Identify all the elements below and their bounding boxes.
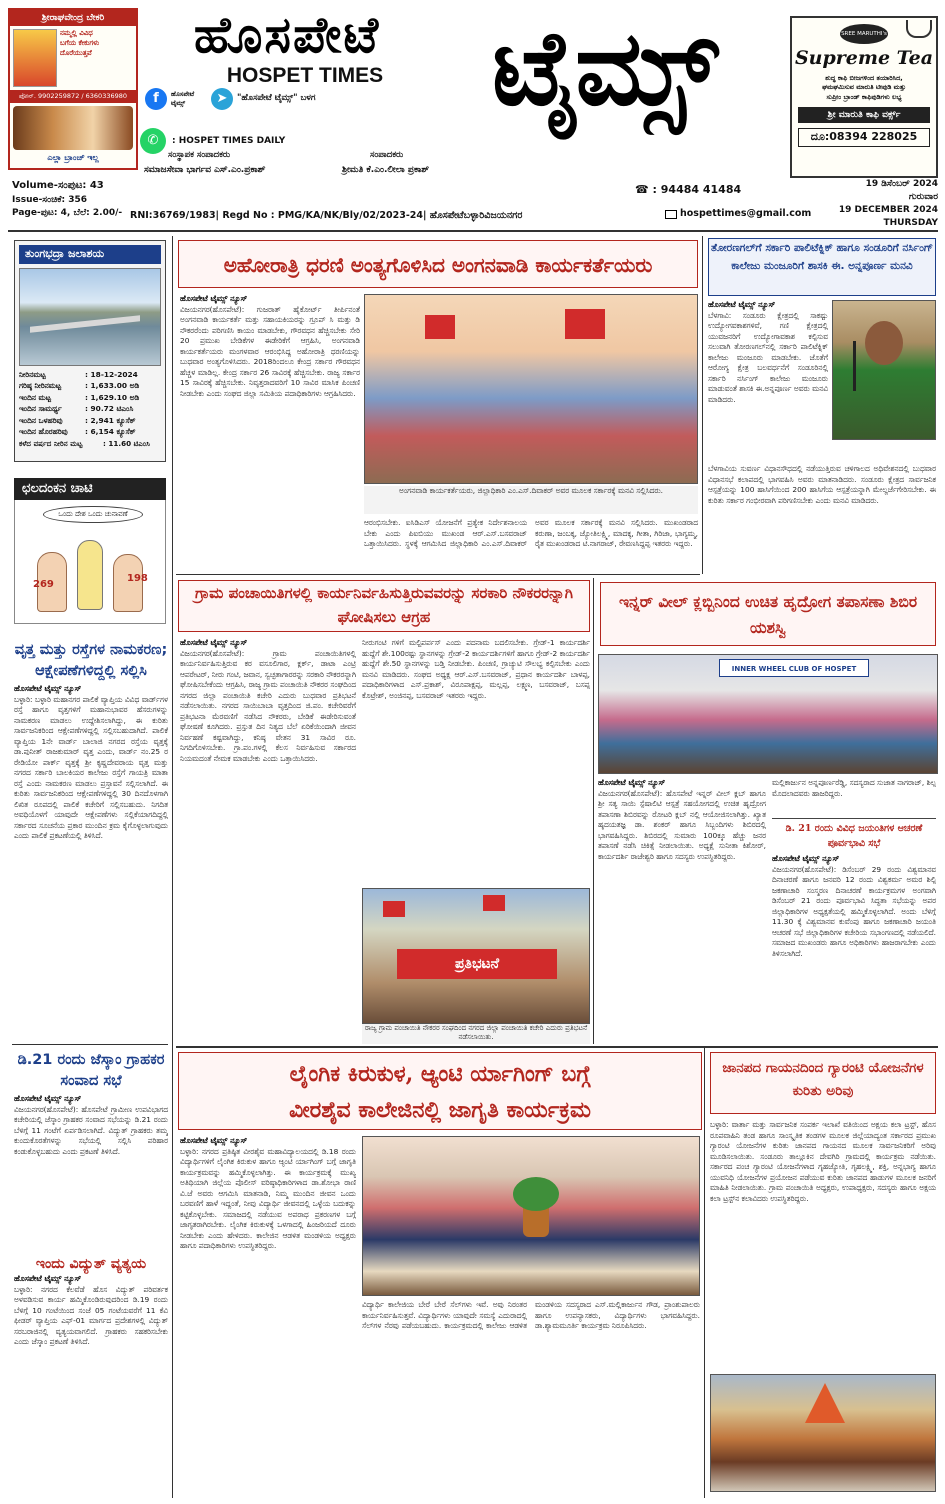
dam-value-5: : 6,154 ಕ್ಯೂಸೆಕ್ — [85, 427, 136, 437]
dam-label-4: ಇಂದಿನ ಒಳಹರಿವು — [19, 415, 63, 425]
dam-value-4: : 2,941 ಕ್ಯೂಸೆಕ್ — [85, 415, 136, 425]
plant-pot-icon — [523, 1207, 549, 1237]
masthead-title-big: ಟೈಮ್ಸ್ — [492, 6, 718, 129]
dam-label-2: ಇಂದಿನ ಮಟ್ಟ — [19, 392, 51, 402]
innerwheel-body-side: ಮಲ್ಲಿಕಾರ್ಜುನ ಅನ್ನಪೂರ್ಣರೆಡ್ಡಿ, ಸದಸ್ಯರಾದ ಸುಜಾತ ನಾಗರಾಜ್, ಶಿಲ್ಪ ಮೊದಲಾದವರು ಹಾಜರಿದ್ದರು. — [772, 778, 936, 798]
ad-tea-shop: ಶ್ರೀ ಮಾರುತಿ ಕಾಫಿ ವರ್ಕ್ಸ್ — [798, 107, 930, 123]
row-divider-1 — [176, 574, 700, 575]
mla-photo — [832, 300, 936, 440]
ad-tea — [790, 16, 938, 178]
dam-label-0: ನೀರಿನಮಟ್ಟ — [19, 369, 46, 379]
telegram-icon[interactable]: ➤ — [211, 88, 233, 110]
masthead-title-kn: ಹೊಸಪೇಟೆ — [193, 5, 381, 64]
cake-image — [13, 106, 133, 150]
power-body: ಬಳ್ಳಾರಿ: ನಗರದ ಕೆಲವೆಡೆ ಹೊಸ ವಿದ್ಯುತ್ ಪರಿವರ್ತಕ ಅಳವಡಿಸುವ ಕಾರ್ಯ ಹಮ್ಮಿಕೊಂಡಿರುವುದರಿಂದ ಡಿ.19 ರಂದು ಬೆಳಿಗ್ಗೆ 10 ಗಂಟೆಯಿಂದ ಸಂಜೆ 05 ಗಂಟೆಯವರೆಗೆ 11 ಕೆವಿ ಫೀಡರ್ ವ್ಯಾಪ್ತಿಯ ಎಫ್-01 ಮಾರ್ಗದ ಪ್ರದೇಶಗಳಲ್ಲಿ ವಿದ್ಯುತ್ ಸರಬರಾಜಿನಲ್ಲಿ ವ್ಯತ್ಯಯವಾಗಲಿದೆ. ಗ್ರಾಹಕರು ಸಹಕರಿಸಬೇಕು ಎಂದು ಜೆಸ್ಕಾಂ ಪ್ರಕಟಣೆ ತಿಳಿಸಿದೆ. — [14, 1284, 168, 1347]
innerwheel-headline: ಇನ್ನರ್ ವೀಲ್ ಕ್ಲಬ್ಬಿನಿಂದ ಉಚಿತ ಹೃದ್ರೋಗ ತಪಾಸಣಾ ಶಿಬಿರ ಯಶಸ್ವಿ — [600, 582, 936, 646]
left-col-divider — [12, 1044, 168, 1045]
editor-role-1: ಸಂಸ್ಥಾಪಕ ಸಂಪಾದಕರು — [168, 150, 231, 160]
protest-caption: ರಾಜ್ಯ ಗ್ರಾಮ ಪಂಚಾಯಿತಿ ನೌಕರರ ಸಂಘದಿಂದ ನಗರದ ಜಿಲ್ಲಾ ಪಂಚಾಯಿತಿ ಕಚೇರಿ ಎದುರು ಪ್ರತಿಭಟನೆ ನಡೆಸಲಾಯಿತು. — [362, 1024, 590, 1044]
jayanti-byline: ಹೊಸಪೇಟೆ ಟೈಮ್ಸ್ ನ್ಯೂಸ್ — [772, 854, 840, 863]
ad-tea-brand: Supreme Tea — [794, 47, 934, 69]
tea-cup-icon — [906, 20, 932, 38]
polytech-byline: ಹೊಸಪೇಟೆ ಟೈಮ್ಸ್ ನ್ಯೂಸ್ — [708, 300, 776, 309]
dam-label-1: ಗರಿಷ್ಠ ನೀರಿನಮಟ್ಟ — [19, 381, 62, 391]
date-kn: 19 ಡಿಸೆಂಬರ್ 2024 — [865, 179, 938, 189]
janapada-photo — [710, 1374, 936, 1492]
innerwheel-byline: ಹೊಸಪೇಟೆ ಟೈಮ್ಸ್ ನ್ಯೂಸ್ — [598, 778, 666, 787]
registration: RNI:36769/1983| Regd No : PMG/KA/NK/Bly/02/2023-24| ಹೊಸಪೇಟೆಬಳ್ಳಾರಿವಿಜಯನಗರ — [130, 210, 523, 221]
day-en: THURSDAY — [883, 218, 938, 229]
pages: Page-ಪುಟ: 4, ಬೆಲೆ: 2.00/- — [12, 208, 123, 219]
gram-body-2: ನೀರುಗಂಟಿ ಗಳಿಗೆ ಮಲ್ಟಿಪರ್ಪಸ್ ಎಂದು ಪದನಾಮ ಬದಲಿಸಬೇಕು. ಗ್ರೇಡ್-1 ಕಾರ್ಯದರ್ಶಿ ಹುದ್ದೆಗೆ ಶೇ.100ರಷ್ಟು ಸ್ಥಾನಗಳನ್ನು ಗ್ರೇಡ್-2 ಕಾರ್ಯದರ್ಶಿಗಳಿಗೆ ಹಾಗೂ ಗ್ರೇಡ್-2 ಕಾರ್ಯದರ್ಶಿ ಹುದ್ದೆಗೆ ಶೇ.50 ಸ್ಥಾನಗಳನ್ನು ಬಡ್ತಿ ನೀಡಬೇಕು. ಪಿಂಚಣಿ, ಗ್ರಾಚ್ಯುಟಿ ಸೌಲಭ್ಯ ಕಲ್ಪಿಸಬೇಕು ಎಂದು ಮನವಿ ಮಾಡಿದರು. ಸಂಘದ ಅಧ್ಯಕ್ಷ ಆರ್.ಎಸ್.ಬಸವರಾಜ್, ಪ್ರಧಾನ ಕಾರ್ಯದರ್ಶಿ ಬಾಳಪ್ಪ, ಪದಾಧಿಕಾರಿಗಳಾದ ಎಸ್.ಪ್ರಕಾಶ್, ವಿರೂಪಾಕ್ಷಪ್ಪ, ಮಲ್ಲಪ್ಪ, ಲಕ್ಷ್ಮಣ, ಬಸವರಾಜ್, ಬಸಪ್ಪ ಕೊಟ್ರೇಶ್, ಅಂಜಿನಪ್ಪ, ಬಸವರಾಜ್ ಇತರರು ಇದ್ದರು. — [362, 638, 590, 700]
volume: Volume-ಸಂಪುಟ: 43 — [12, 180, 104, 191]
dam-value-3: : 90.72 ಟಿಎಂಸಿ — [85, 404, 134, 414]
ragging-body-1: ಬಳ್ಳಾರಿ: ನಗರದ ಪ್ರತಿಷ್ಠಿತ ವೀರಶೈವ ಮಹಾವಿದ್ಯಾಲಯದಲ್ಲಿ ಡಿ.18 ರಂದು ವಿದ್ಯಾರ್ಥಿಗಳಿಗೆ ಲೈಂಗಿಕ ಕಿರುಕುಳ ಹಾಗೂ ಆ್ಯಂಟಿ ರ್ಯಾಗಿಂಗ್ ಬಗ್ಗೆ ಜಾಗೃತಿ ಕಾರ್ಯಕ್ರಮವನ್ನು ಹಮ್ಮಿಕೊಳ್ಳಲಾಗಿತ್ತು. ಈ ಕಾರ್ಯಕ್ರಮಕ್ಕೆ ಮುಖ್ಯ ಅತಿಥಿಯಾಗಿ ಜಿಲ್ಲೆಯ ಪೊಲೀಸ್ ವರಿಷ್ಠಾಧಿಕಾರಿಗಳಾದ ಡಾ.ಶೋಭಾ ರಾಣಿ ವಿ.ಜೆ ಅವರು ಆಗಮಿಸಿ ಮಾತನಾಡಿ, ನಿಮ್ಮ ಮುಂದಿನ ಜೀವನ ಒಂದು ಬರವಣಿಗೆ ಹಾಳೆ ಇದ್ದಂತೆ, ನೀವು ವಿದ್ಯಾರ್ಥಿ ಜೀವನದಲ್ಲಿ ಒಳ್ಳೆಯ ಬದುಕನ್ನು ಕಟ್ಟಿಕೊಳ್ಳಬೇಕು. ಸಮಾಜದಲ್ಲಿ ನಡೆಯುವ ಅಪರಾಧ ಪ್ರಕರಣಗಳ ಬಗ್ಗೆ ಜಾಗೃತರಾಗಿರಬೇಕು. ಲೈಂಗಿಕ ಕಿರುಕುಳಕ್ಕೆ ಒಳಗಾದಲ್ಲಿ ಹಿಂಜರಿಯದೆ ದೂರು ನೀಡಬೇಕು ಎಂದು ಹೇಳಿದರು. ಕಾಲೇಜಿನ ಆಡಳಿತ ಮಂಡಳಿಯ ಅಧ್ಯಕ್ಷರು ಹಾಗೂ ಪದಾಧಿಕಾರಿಗಳು ಉಪಸ್ಥಿತರಿದ್ದರು. — [180, 1146, 356, 1251]
dam-value-1: : 1,633.00 ಅಡಿ — [85, 381, 140, 391]
temple-icon — [805, 1383, 845, 1423]
anganwadi-byline: ಹೊಸಪೇಟೆ ಟೈಮ್ಸ್ ನ್ಯೂಸ್ — [180, 294, 248, 303]
jayanti-headline: ಡಿ. 21 ರಂದು ವಿವಿಧ ಜಯಂತಿಗಳ ಆಚರಣೆ ಪೂರ್ವಭಾವಿ ಸಭೆ — [772, 818, 936, 852]
social-tg-label: "ಹೊಸಪೇಟೆ ಟೈಮ್ಸ್" ಬಳಗ — [237, 93, 316, 104]
ad-tea-line1: ಶುದ್ಧ ಕಾಫಿ ಬೀಜಗಳಿಂದ ತಯಾರಿಸಿದ, — [825, 73, 903, 82]
jayanti-body: ವಿಜಯನಗರ(ಹೊಸಪೇಟೆ): ಡಿಸೆಂಬರ್ 29 ರಂದು ವಿಶ್ವಮಾನವ ದಿನಾಚರಣೆ ಹಾಗೂ ಜನವರಿ 12 ರಂದು ವಿಶ್ವಕರ್ಮ ಅಮರ ಶಿಲ್ಪಿ ಜಕಣಾಚಾರಿ ಸಂಸ್ಮರಣ ದಿನಾಚರಣೆ ಕಾರ್ಯಕ್ರಮಗಳ ಅಂಗವಾಗಿ ಡಿಸೆಂಬರ್ 21 ರಂದು ಪೂರ್ವಭಾವಿ ಸಿದ್ಧತಾ ಸಭೆಯನ್ನು ಅಪರ ಜಿಲ್ಲಾಧಿಕಾರಿಗಳ ಅಧ್ಯಕ್ಷತೆಯಲ್ಲಿ ಹಮ್ಮಿಕೊಳ್ಳಲಾಗಿದೆ. ಅಂದು ಬೆಳಿಗ್ಗೆ 11.30 ಕ್ಕೆ ವಿಶ್ವಮಾನವ ಕುವೆಂಪು ಹಾಗೂ ಜಕಣಾಚಾರಿ ಜಯಂತಿ ಆಚರಣೆ ಸಭೆ ಜಿಲ್ಲಾಧಿಕಾರಿಗಳ ಕಚೇರಿಯ ಸಭಾಂಗಣದಲ್ಲಿ ನಡೆಯಲಿದೆ. ಸಮಾಜದ ಮುಖಂಡರು ಹಾಗೂ ಅಧಿಕಾರಿಗಳು ಹಾಜರಾಗಬೇಕು ಎಂದು ತಿಳಿಸಲಾಗಿದೆ. — [772, 864, 936, 958]
day-kn: ಗುರುವಾರ — [908, 192, 938, 203]
ad-bakery-line2: ನಮ್ಮಲ್ಲಿ ವಿವಿಧ — [60, 29, 93, 38]
ragging-headline-2: ವೀರಶೈವ ಕಾಲೇಜಿನಲ್ಲಿ ಜಾಗೃತಿ ಕಾರ್ಯಕ್ರಮ — [289, 1097, 591, 1123]
dam-value-0: : 18-12-2024 — [85, 369, 138, 379]
editor-name-2: ಶ್ರೀಮತಿ ಕೆ.ಎಂ.ಲೀಲಾ ಪ್ರಕಾಶ್ — [342, 165, 430, 175]
anganwadi-caption: ಅಂಗನವಾಡಿ ಕಾರ್ಯಕರ್ತೆಯರು, ಜಿಲ್ಲಾಧಿಕಾರಿ ಎಂ.ಎಸ್.ದಿವಾಕರ್ ಅವರ ಮೂಲಕ ಸರ್ಕಾರಕ್ಕೆ ಮನವಿ ಸಲ್ಲಿಸಿದರು. — [364, 486, 698, 514]
whatsapp-icon[interactable]: ✆ — [140, 128, 166, 154]
janapada-body: ಬಳ್ಳಾರಿ: ವಾರ್ತಾ ಮತ್ತು ಸಾರ್ವಜನಿಕ ಸಂಪರ್ಕ ಇಲಾಖೆ ವತಿಯಿಂದ ಅಕ್ಷಯ ಕಲಾ ಟ್ರಸ್ಟ್, ಹೊಸ ರೂಪವಾಹಿನಿ ತಂಡ ಹಾಗೂ ಸಾಂಸ್ಕೃತಿಕ ತಂಡಗಳ ಮೂಲಕ ಜಿಲ್ಲೆಯಾದ್ಯಂತ ಸರ್ಕಾರದ ಪ್ರಮುಖ ಗ್ಯಾರಂಟಿ ಯೋಜನೆಗಳ ಕುರಿತು ಜಾನಪದ ಗಾಯನದ ಮೂಲಕ ಸಾರ್ವಜನಿಕರಿಗೆ ಅರಿವು ಮೂಡಿಸಲಾಯಿತು. ಸಂಡೂರು ತಾಲ್ಲೂಕಿನ ದೇವಗಿರಿ ಗ್ರಾಮದಲ್ಲಿ ಕಾರ್ಯಕ್ರಮ ನಡೆಯಿತು. ಸರ್ಕಾರದ ಪಂಚ ಗ್ಯಾರಂಟಿ ಯೋಜನೆಗಳಾದ ಗೃಹಜ್ಯೋತಿ, ಗೃಹಲಕ್ಷ್ಮಿ, ಶಕ್ತಿ, ಅನ್ನಭಾಗ್ಯ ಹಾಗೂ ಯುವನಿಧಿ ಯೋಜನೆಗಳ ಪ್ರಯೋಜನ ಪಡೆಯುವ ಕುರಿತು ಜಾನಪದ ಹಾಡುಗಳ ಮೂಲಕ ಜನರಿಗೆ ಮಾಹಿತಿ ನೀಡಲಾಯಿತು. ಗ್ರಾಮ ಪಂಚಾಯಿತಿ ಅಧ್ಯಕ್ಷರು, ಉಪಾಧ್ಯಕ್ಷರು, ಸದಸ್ಯರು ಹಾಗೂ ಅಕ್ಷಯ ಕಲಾ ಟ್ರಸ್ಟ್‌ನ ಕಲಾವಿದರು ಉಪಸ್ಥಿತರಿದ್ದರು. — [710, 1120, 936, 1203]
mail-icon — [665, 210, 677, 219]
anganwadi-photo — [364, 294, 698, 484]
innerwheel-banner: INNER WHEEL CLUB OF HOSPET — [719, 659, 869, 677]
ragging-body-2: ವಿದ್ಯಾರ್ಥಿ ಕಾಲೇಜಿಯ ಬೇರೆ ಬೇರೆ ಸೆಲ್‌ಗಳು ಇವೆ. ಅವು ನಿರಂತರ ಕಾರ್ಯನಿರ್ವಹಿಸುತ್ತವೆ. ವಿದ್ಯಾರ್ಥಿಗಳು ಯಾವುದೇ ಸಮಸ್ಯೆ ಎದುರಾದಲ್ಲಿ ಸೆಲ್‌ಗಳ ನೆರವು ಪಡೆಯಬಹುದು. ಕಾರ್ಯಕ್ರಮದಲ್ಲಿ ಕಾಲೇಜು ಆಡಳಿತ ಮಂಡಳಿಯ ಸದಸ್ಯರಾದ ಎಸ್.ಮಲ್ಲಿಕಾರ್ಜುನ ಗೌಡ, ಪ್ರಾಂಶುಪಾಲರು ಹಾಗೂ ಉಪನ್ಯಾಸಕರು, ವಿದ್ಯಾರ್ಥಿಗಳು ಭಾಗವಹಿಸಿದ್ದರು. ಡಾ.ಶ್ಯಾಮಮೂರ್ತಿ ಕಾರ್ಯಕ್ರಮ ನಿರೂಪಿಸಿದರು. — [362, 1300, 700, 1331]
ragging-byline: ಹೊಸಪೇಟೆ ಟೈಮ್ಸ್ ನ್ಯೂಸ್ — [180, 1136, 248, 1145]
ad-bakery-footer: ಎಲ್ಲಾ ಬ್ರಾಂಚ್ ಇಲ್ಲ — [47, 152, 99, 162]
col-divider-1 — [172, 236, 173, 1498]
ad-tea-line2: ಘಮಘಮಿಸುವ ಮಾರುತಿ ಟೀಪುಡಿ ಮತ್ತು — [822, 83, 906, 92]
ragging-headline-1: ಲೈಂಗಿಕ ಕಿರುಕುಳ, ಆ್ಯಂಟಿ ರ್ಯಾಗಿಂಗ್ ಬಗ್ಗೆ — [289, 1061, 591, 1087]
col-divider-3 — [702, 236, 703, 574]
flag-icon — [383, 901, 405, 917]
dam-label-5: ಇಂದಿನ ಹೊರಹರಿವು — [19, 427, 68, 437]
row-divider-2 — [176, 1046, 938, 1048]
masthead-title-en: HOSPET TIMES — [226, 64, 384, 87]
protest-photo — [362, 888, 590, 1024]
dam-label-3: ಇಂದಿನ ಸಾಮರ್ಥ್ಯ — [19, 404, 62, 414]
protest-banner: ಪ್ರತಿಭಟನೆ — [397, 949, 557, 979]
col-divider-2 — [593, 578, 594, 1044]
janapada-headline: ಜಾನಪದ ಗಾಯನದಿಂದ ಗ್ಯಾರಂಟಿ ಯೋಜನೆಗಳ ಕುರಿತು ಅರಿವು — [710, 1052, 936, 1114]
cartoon-bubble: ಒಂದು ದೇಶ ಒಂದು ಚುನಾವಣೆ — [43, 506, 143, 523]
ad-bakery-phone: ಪೋನ್. 9902259872 / 6360336980 — [10, 90, 136, 103]
gram-body-1: ವಿಜಯನಗರ(ಹೊಸಪೇಟೆ): ಗ್ರಾಮ ಪಂಚಾಯಿತಿಗಳಲ್ಲಿ ಕಾರ್ಯನಿರ್ವಹಿಸುತ್ತಿರುವ ಕರ ವಸೂಲಿಗಾರ, ಕ್ಲರ್ಕ್, ಡಾಟಾ ಎಂಟ್ರಿ ಆಪರೇಟರ್, ನೀರು ಗಂಟಿ, ಜವಾನ, ಸ್ವಚ್ಛತಾಗಾರರನ್ನು ಸರಕಾರಿ ನೌಕರರನ್ನಾಗಿ ಘೋಷಿಸಬೇಕೆಂದು ಆಗ್ರಹಿಸಿ, ರಾಜ್ಯ ಗ್ರಾಮ ಪಂಚಾಯಿತಿ ನೌಕರರ ಸಂಘದಿಂದ ನಗರದ ಜಿಲ್ಲಾ ಪಂಚಾಯಿತಿ ಕಚೇರಿ ಎದುರು ಬುಧವಾರ ಪ್ರತಿಭಟನೆ ನಡೆಸಲಾಯಿತು. ನಗರದ ಸಾಯಿಬಾಬಾ ವೃತ್ತದಿಂದ ಜಿ.ಪಂ. ಕಚೇರಿವರೆಗೆ ಪ್ರತಿಭಟನಾ ಮೆರವಣಿಗೆ ನಡೆಸಿದ ನೌಕರರು, ಬೇಡಿಕೆ ಈಡೇರಿಸುವಂತೆ ಘೋಷಣೆ ಕೂಗಿದರು. ಪ್ರಸ್ತುತ ದಿನ ನಿತ್ಯದ ಬೆಲೆ ಏರಿಕೆಯಿಂದಾಗಿ ಜೀವನ ನಿರ್ವಹಣೆ ಕಷ್ಟವಾಗಿದ್ದು, ಕನಿಷ್ಠ ವೇತನ 31 ಸಾವಿರ ರೂ. ನಿಗದಿಗೊಳಿಸಬೇಕು. ಗ್ರಾ.ಪಂ.ಗಳಲ್ಲಿ ಕೆಲಸ ನಿರ್ವಹಿಸುವ ಸರ್ಕಾರದ ನಿಯಮದಂತೆ ನೇಮಕ ಮಾಡಬೇಕು ಎಂದು ಒತ್ತಾಯಿಸಿದರು. — [180, 648, 356, 763]
ad-bakery-title: ಶ್ರೀರಾಘವೇಂದ್ರ ಬೇಕರಿ — [10, 10, 136, 26]
gram-headline: ಗ್ರಾಮ ಪಂಚಾಯಿತಿಗಳಲ್ಲಿ ಕಾರ್ಯನಿರ್ವಹಿಸುತ್ತಿರುವವರನ್ನು ಸರಕಾರಿ ನೌಕರರನ್ನಾಗಿ ಘೋಷಿಸಲು ಆಗ್ರಹ — [178, 580, 590, 632]
issue: Issue-ಸಂಚಿಕೆ: 356 — [12, 194, 88, 205]
anganwadi-headline: ಅಹೋರಾತ್ರಿ ಧರಣಿ ಅಂತ್ಯಗೊಳಿಸಿದ ಅಂಗನವಾಡಿ ಕಾರ್ಯಕರ್ತೆಯರು — [178, 240, 698, 288]
ad-bakery-line4: ದೊರೆಯುತ್ತವೆ — [60, 48, 92, 57]
cartoon-figure — [77, 540, 103, 610]
innerwheel-body: ವಿಜಯನಗರ(ಹೊಸಪೇಟೆ): ಹೊಸಪೇಟೆ ಇನ್ನರ್ ವೀಲ್ ಕ್ಲಬ್ ಹಾಗೂ ಶ್ರೀ ಸತ್ಯ ಸಾಯಿ ಸ್ಪೆಷಾಲಿಟಿ ಆಸ್ಪತ್ರೆ ಸಹಯೋಗದಲ್ಲಿ ಉಚಿತ ಹೃದ್ರೋಗ ತಪಾಸಣಾ ಶಿಬಿರವನ್ನು ರೋಟರಿ ಕ್ಲಬ್ ನಲ್ಲಿ ಆಯೋಜಿಸಲಾಗಿತ್ತು. ಖ್ಯಾತ ಹೃದಯತಜ್ಞ ಡಾ. ಶಂಕರ್ ಹಾಗೂ ಸಿಬ್ಬಂದಿಗಳು ಶಿಬಿರದಲ್ಲಿ ಭಾಗವಹಿಸಿದ್ದರು. ಶಿಬಿರದಲ್ಲಿ ಸುಮಾರು 100ಕ್ಕೂ ಹೆಚ್ಚು ಜನರ ತಪಾಸಣೆ ನಡೆಸಿ ಚಿಕಿತ್ಸೆ ನೀಡಲಾಯಿತು. ಅಧ್ಯಕ್ಷೆ ಸುನೀತಾ ಕಿಶೋರ್, ಕಾರ್ಯದರ್ಶಿ ರಾಜೇಶ್ವರಿ ಹಾಗೂ ಸದಸ್ಯರು ಉಪಸ್ಥಿತರಿದ್ದರು. — [598, 788, 766, 861]
microphone-icon — [853, 341, 856, 391]
dam-panel — [14, 240, 166, 462]
ad-bakery-line3: ಬಗೆಯ ಕೇಕುಗಳು — [60, 38, 100, 47]
editor-role-2: ಸಂಪಾದಕರು — [370, 150, 404, 160]
polytech-body-2: ಬೆಳಗಾವಿಯ ಸುವರ್ಣ ವಿಧಾನಸೌಧದಲ್ಲಿ ನಡೆಯುತ್ತಿರುವ ಚಳಿಗಾಲದ ಅಧಿವೇಶನದಲ್ಲಿ ಬುಧವಾರ ವಿಧಾನಸಭೆ ಕಲಾಪದಲ್ಲಿ ಭಾಗವಹಿಸಿ ಅವರು ಮಾತನಾಡಿದರು. ಸಂಡೂರು ಕ್ಷೇತ್ರದ ಸಾರ್ವಜನಿಕ ಆಸ್ಪತ್ರೆಯನ್ನು 100 ಹಾಸಿಗೆಯಿಂದ 200 ಹಾಸಿಗೆಯ ಆಸ್ಪತ್ರೆಯನ್ನಾಗಿ ಮೇಲ್ದರ್ಜೆಗೇರಿಸಬೇಕು. ಈ ಕುರಿತು ಸರ್ಕಾರ ಗಂಭೀರವಾಗಿ ಪರಿಗಣಿಸಬೇಕು ಎಂದು ಮನವಿ ಮಾಡಿದರು. — [708, 464, 936, 505]
anganwadi-body-2: ಆರಂಭಿಸಬೇಕು. ಐಸಿಡಿಎಸ್ ಯೋಜನೆಗೆ ಪ್ರತ್ಯೇಕ ನಿರ್ದೇಶನಾಲಯ ಬೇಕು ಎಂದು ಪಿಐಬಿಯು ಮುಖಂಡ ಆರ್.ಎಸ್.ಬಸವರಾಜ್ ಒತ್ತಾಯಿಸಿದರು. ಸ್ಥಳಕ್ಕೆ ಆಗಮಿಸಿದ ಜಿಲ್ಲಾಧಿಕಾರಿ ಎಂ.ಎಸ್.ದಿವಾಕರ್ ಅವರ ಮೂಲಕ ಸರ್ಕಾರಕ್ಕೆ ಮನವಿ ಸಲ್ಲಿಸಿದರು. ಮುಖಂಡರಾದ ಕರುಣಾ, ಜಂಬಕ್ಕ, ಜ್ಯೋತಿಲಕ್ಷ್ಮಿ, ಮಾದಕ್ಕ, ಗೀತಾ, ಗಿರಿಜಾ, ಭಾಗ್ಯಮ್ಮ, ರೈತ ಮುಖಂಡರಾದ ಟಿ.ನಾಗರಾಜ್, ರೇವಣಸಿದ್ದಪ್ಪ ಇತರರು ಇದ್ದರು. — [364, 518, 698, 549]
ad-bakery — [8, 8, 138, 170]
roads-headline-1: ವೃತ್ತ ಮತ್ತು ರಸ್ತೆಗಳ ನಾಮಕರಣ; — [14, 642, 168, 658]
ragging-photo — [362, 1136, 700, 1296]
roads-byline: ಹೊಸಪೇಟೆ ಟೈಮ್ಸ್ ನ್ಯೂಸ್ — [14, 684, 82, 694]
flag-icon — [483, 895, 505, 911]
masthead-phone: ☎ : 94484 41484 — [635, 183, 742, 196]
ad-tea-line3: ಸುಪ್ರೀಂ ಬ್ರಾಂಡ್ ಕಾಫಿಪುಡಿಗಳು ಲಭ್ಯ — [826, 93, 902, 102]
facebook-icon[interactable]: f — [145, 88, 167, 110]
dam-label-6: ಕಳೆದ ವರ್ಷದ ನೀರಿನ ಮಟ್ಟ — [19, 438, 83, 448]
power-headline: ಇಂದು ವಿದ್ಯುತ್ ವ್ಯತ್ಯಯ — [35, 1256, 147, 1272]
roads-headline-2: ಆಕ್ಷೇಪಣೆಗಳಿದ್ದಲ್ಲಿ ಸಲ್ಲಿಸಿ — [35, 663, 147, 680]
deity-image — [13, 29, 57, 87]
polytech-body-1: ಬೆಳಗಾವಿ: ಸಂಡೂರು ಕ್ಷೇತ್ರದಲ್ಲಿ ಸಾಕಷ್ಟು ಉದ್ಯೋಗವಕಾಶಗಳಿವೆ, ಗಣಿ ಕ್ಷೇತ್ರದಲ್ಲಿ ಯುವಜನರಿಗೆ ಉದ್ಯೋಗಾವಕಾಶ ಕಲ್ಪಿಸುವ ಸಲುವಾಗಿ ತೋರಣಗಲ್‌ನಲ್ಲಿ ಸರ್ಕಾರಿ ಪಾಲಿಟೆಕ್ನಿಕ್ ಕಾಲೇಜು ಮಂಜೂರು ಮಾಡಬೇಕು. ಜೊತೆಗೆ ಆರೋಗ್ಯ ಕ್ಷೇತ್ರ ಬಲವರ್ಧನೆಗೆ ಸಂಡೂರಿನಲ್ಲಿ ಸರ್ಕಾರಿ ನರ್ಸಿಂಗ್ ಕಾಲೇಜು ಮಂಜೂರು ಮಾಡುವಂತೆ ಶಾಸಕಿ ಈ.ಅನ್ನಪೂರ್ಣ ಅವರು ಮನವಿ ಮಾಡಿದರು. — [708, 310, 828, 404]
ragging-headline — [178, 1052, 702, 1130]
social-wa-label: : HOSPET TIMES DAILY — [172, 135, 286, 146]
social-fb-label: ಹೊಸಪೇಟೆ ಟೈಮ್ಸ್ — [171, 90, 195, 107]
jescom-headline: ಡಿ.21 ರಂದು ಜೆಸ್ಕಾಂ ಗ್ರಾಹಕರ ಸಂವಾದ ಸಭೆ — [17, 1052, 165, 1090]
dam-value-2: : 1,629.10 ಅಡಿ — [85, 392, 140, 402]
ad-tea-brand-small: SREE MARUTHI's — [840, 24, 888, 44]
jescom-body: ವಿಜಯನಗರ(ಹೊಸಪೇಟೆ): ಹೊಸಪೇಟೆ ಗ್ರಾಮೀಣ ಉಪವಿಭಾಗದ ಕಚೇರಿಯಲ್ಲಿ ಜೆಸ್ಕಾಂ ಗ್ರಾಹಕರ ಸಂವಾದ ಸಭೆಯನ್ನು ಡಿ.21 ರಂದು ಬೆಳಿಗ್ಗೆ 11 ಗಂಟೆಗೆ ಏರ್ಪಡಿಸಲಾಗಿದೆ. ವಿದ್ಯುತ್ ಗ್ರಾಹಕರು ತಮ್ಮ ಕುಂದುಕೊರತೆಗಳನ್ನು ಸಭೆಯಲ್ಲಿ ಸಲ್ಲಿಸಿ ಪರಿಹಾರ ಕಂಡುಕೊಳ್ಳಬಹುದು ಎಂದು ಪ್ರಕಟಣೆ ತಿಳಿಸಿದೆ. — [14, 1104, 168, 1156]
cartoon-number-1: 269 — [33, 578, 54, 590]
gram-byline: ಹೊಸಪೇಟೆ ಟೈಮ್ಸ್ ನ್ಯೂಸ್ — [180, 638, 248, 647]
anganwadi-body-1: ವಿಜಯನಗರ(ಹೊಸಪೇಟೆ): ಗುಜರಾತ್ ಹೈಕೋರ್ಟ್ ತೀರ್ಪಿನಂತೆ ಅಂಗನವಾಡಿ ಕಾರ್ಯಕರ್ತೆ ಮತ್ತು ಸಹಾಯಕಿಯರನ್ನು ಗ್ರೂಪ್ ಸಿ ಮತ್ತು ಡಿ ನೌಕರರೆಂದು ಪರಿಗಣಿಸಿ ಕಾಯಂ ಮಾಡಬೇಕು, ಗೌರವಧನ ಹೆಚ್ಚಿಸಬೇಕು ಸೇರಿ 20 ಪ್ರಮುಖ ಬೇಡಿಕೆಗಳ ಈಡೇರಿಕೆಗೆ ಆಗ್ರಹಿಸಿ, ಅಂಗನವಾಡಿ ಕಾರ್ಯಕರ್ತೆಯರು ಮಂಗಳವಾರ ಆರಂಭಿಸಿದ್ದ ಅಹೋರಾತ್ರಿ ಧರಣಿಯನ್ನು ಬುಧವಾರ ಅಂತ್ಯಗೊಳಿಸಿದರು. 2018ರಿಂದಲೂ ಕೇಂದ್ರ ಸರ್ಕಾರ ಗೌರವಧನ ಹೆಚ್ಚಳ ಮಾಡಿಲ್ಲ. ಕೇಂದ್ರ ಸರ್ಕಾರ 26 ಸಾವಿರಕ್ಕೆ ಹೆಚ್ಚಿಸಬೇಕು. ರಾಜ್ಯ ಸರ್ಕಾರ 15 ಸಾವಿರಕ್ಕೆ ಹೆಚ್ಚಿಸಬೇಕು. ನಿವೃತ್ತರಾದವರಿಗೆ 10 ಸಾವಿರ ಮಾಸಿಕ ಪಿಂಚಣಿ ನೀಡಬೇಕು ಎಂದು ಸಂಘದ ಜಿಲ್ಲಾ ಸಮಿತಿಯ ಪದಾಧಿಕಾರಿಗಳು ಆಗ್ರಹಿಸಿದರು. — [180, 304, 360, 398]
date-en: 19 DECEMBER 2024 — [838, 205, 938, 216]
jescom-byline: ಹೊಸಪೇಟೆ ಟೈಮ್ಸ್ ನ್ಯೂಸ್ — [14, 1094, 82, 1104]
dam-photo — [19, 268, 161, 366]
dam-title: ತುಂಗಭದ್ರಾ ಜಲಾಶಯ — [19, 245, 161, 264]
cartoon-title: ಛಲದಂಕನ ಚಾಟಿ — [14, 478, 166, 500]
editor-name-1: ಸಮಾಜಸೇವಾ ಭಾರ್ಗವ ಎಸ್.ಎಂ.ಪ್ರಕಾಶ್ — [144, 165, 266, 175]
polytech-headline: ತೋರಣಗಲ್‌ಗೆ ಸರ್ಕಾರಿ ಪಾಲಿಟೆಕ್ನಿಕ್ ಹಾಗೂ ಸಂಡೂರಿಗೆ ನರ್ಸಿಂಗ್ ಕಾಲೇಜು ಮಂಜೂರಿಗೆ ಶಾಸಕಿ ಈ. ಅನ್ನಪೂರ್ಣ ಮನವಿ — [708, 238, 936, 296]
innerwheel-photo — [598, 654, 938, 774]
roads-body: ಬಳ್ಳಾರಿ: ಬಳ್ಳಾರಿ ಮಹಾನಗರ ಪಾಲಿಕೆ ವ್ಯಾಪ್ತಿಯ ವಿವಿಧ ವಾರ್ಡ್‌ಗಳ ರಸ್ತೆ ಹಾಗೂ ವೃತ್ತಗಳಿಗೆ ಮಹಾನುಭಾವರ ಹೆಸರುಗಳನ್ನು ನಾಮಕರಣ ಮಾಡಲು ಉದ್ದೇಶಿಸಲಾಗಿದ್ದು, ಈ ಕುರಿತು ಸಾರ್ವಜನಿಕರಿಂದ ಆಕ್ಷೇಪಣೆಗಳಿದ್ದಲ್ಲಿ ಸಲ್ಲಿಸಬಹುದಾಗಿದೆ. ಪಾಲಿಕೆ ವ್ಯಾಪ್ತಿಯ 1ನೇ ವಾರ್ಡ್ ಬಾಲಾಜಿ ನಗರದ ರಸ್ತೆಯ ವೃತ್ತಕ್ಕೆ ಡಾ.ಪುನೀತ್ ರಾಜಕುಮಾರ್ ವೃತ್ತ ಎಂದು, ವಾರ್ಡ್ ನಂ.25 ರ ರೇಡಿಯೋ ಪಾರ್ಕ್ ವೃತ್ತಕ್ಕೆ ಶ್ರೀ ಕೃಷ್ಣದೇವರಾಯ ವೃತ್ತ ಮತ್ತು ನಗರದ ಸರ್ಕಾರಿ ಬಾಲಕಿಯರ ಕಾಲೇಜು ರಸ್ತೆಗೆ ಗಾಯತ್ರಿ ಮಾತಾ ರಸ್ತೆ ಎಂದು ನಾಮಕರಣ ಮಾಡಲು ಪ್ರಸ್ತಾವನೆ ಸಲ್ಲಿಸಲಾಗಿದೆ. ಈ ಕುರಿತು ಸಾರ್ವಜನಿಕರಿಂದ ಆಕ್ಷೇಪಣೆಗಳಿದ್ದಲ್ಲಿ 30 ದಿನದೊಳಗಾಗಿ ಲಿಖಿತ ರೂಪದಲ್ಲಿ ಪಾಲಿಕೆ ಕಚೇರಿಗೆ ಸಲ್ಲಿಸಬಹುದು. ನಿಗದಿತ ಅವಧಿಯೊಳಗೆ ಯಾವುದೇ ಆಕ್ಷೇಪಣೆಗಳು ಸಲ್ಲಿಕೆಯಾಗದಿದ್ದಲ್ಲಿ ಸರ್ಕಾರದ ಸೂಚನೆಯ ಪ್ರಕಾರ ಮುಂದಿನ ಕ್ರಮ ಕೈಗೊಳ್ಳಲಾಗುವುದು ಎಂದು ಪಾಲಿಕೆ ಪ್ರಕಟಣೆಯಲ್ಲಿ ತಿಳಿಸಿದೆ. — [14, 694, 168, 841]
cartoon-number-2: 198 — [127, 572, 148, 584]
dam-stats — [15, 366, 165, 449]
ad-tea-phone: ದೂ:08394 228025 — [798, 128, 930, 147]
email[interactable]: hospettimes@gmail.com — [680, 208, 812, 219]
cartoon-panel — [14, 478, 166, 628]
dam-value-6: : 11.60 ಟಿಎಂಸಿ — [103, 438, 150, 448]
power-byline: ಹೊಸಪೇಟೆ ಟೈಮ್ಸ್ ನ್ಯೂಸ್ — [14, 1274, 82, 1284]
masthead-divider — [8, 230, 938, 232]
col-divider-4 — [704, 1048, 705, 1498]
